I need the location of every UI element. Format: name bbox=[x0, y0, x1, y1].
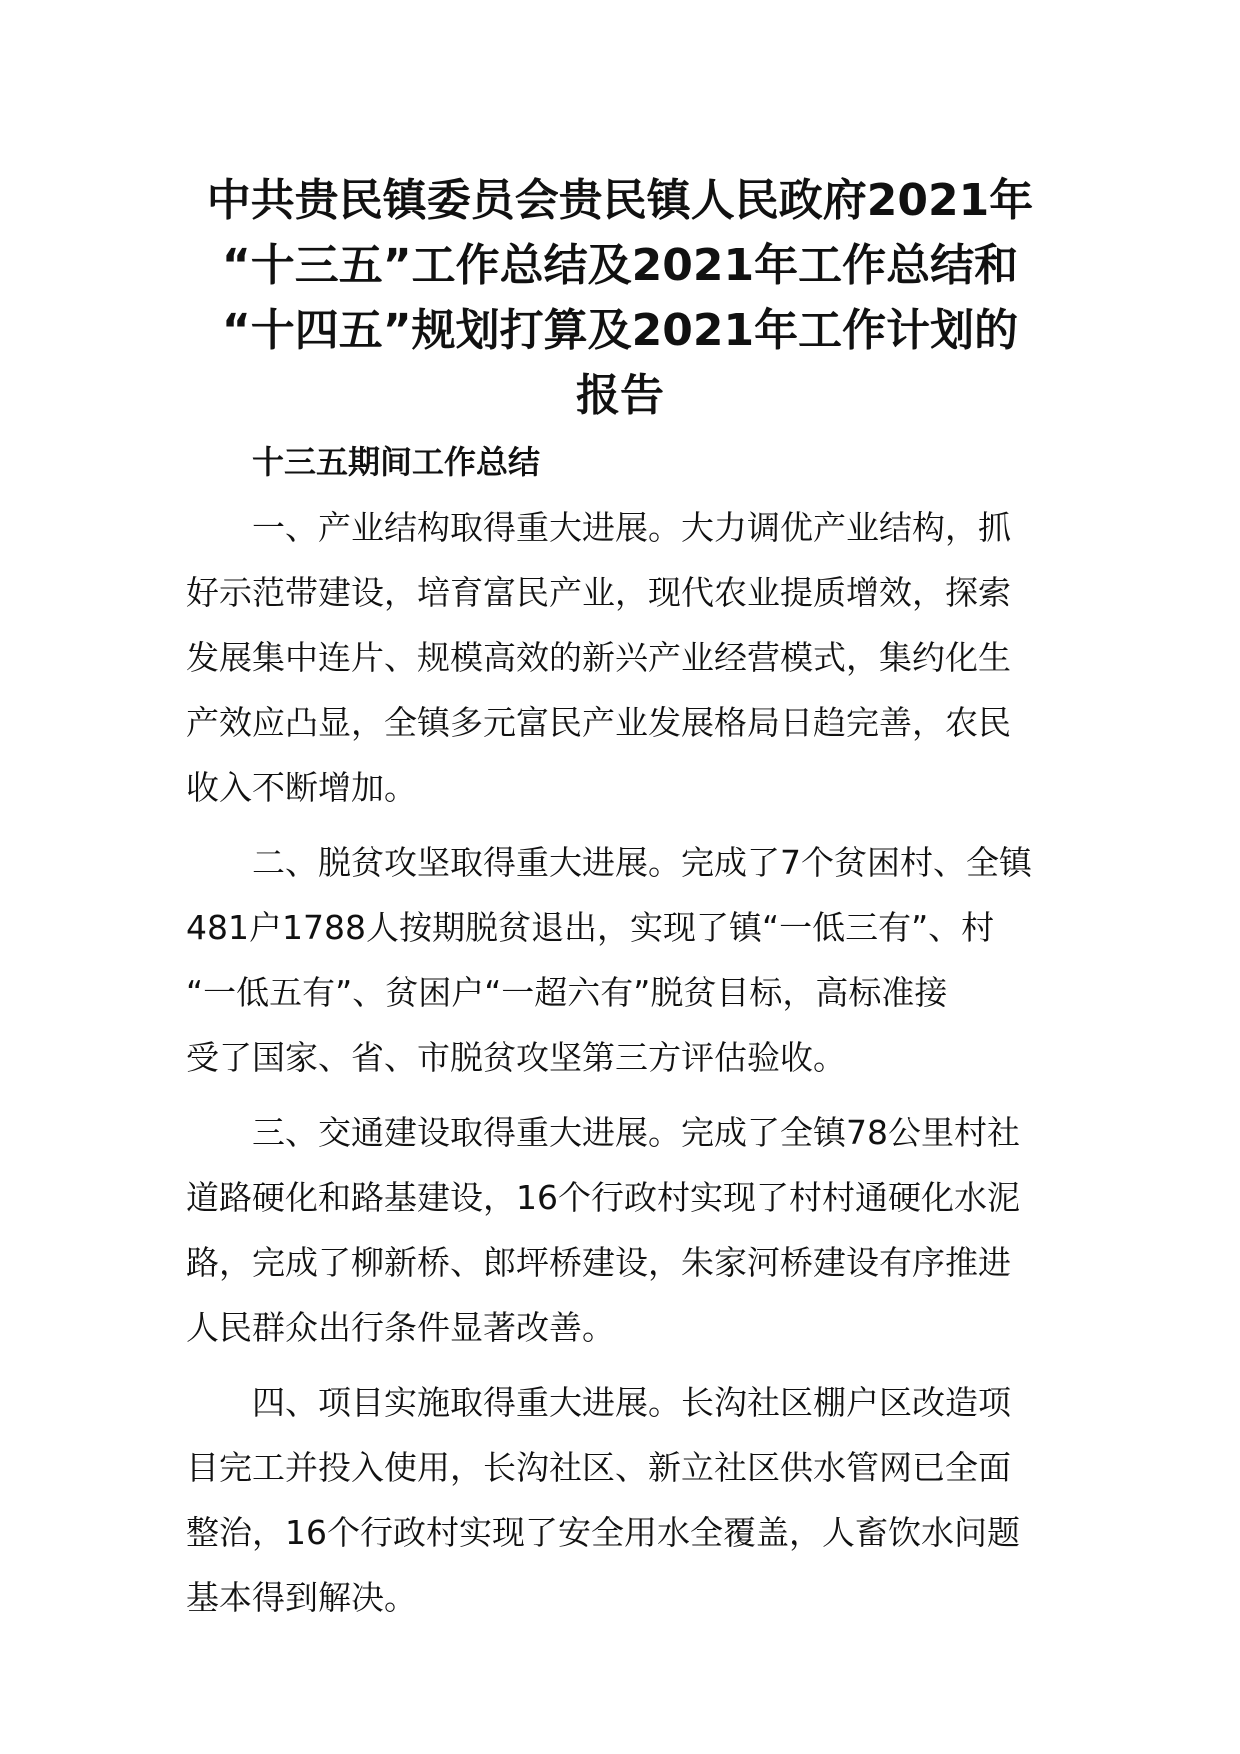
paragraph-poverty bbox=[186, 830, 1056, 1090]
paragraph-line: 一、产业结构取得重大进展。大力调优产业结构，抓 bbox=[252, 508, 1011, 547]
paragraph-projects bbox=[186, 1370, 1056, 1630]
paragraph-line: 发展集中连片、规模高效的新兴产业经营模式，集约化生 bbox=[186, 638, 1011, 677]
paragraph-line: 路，完成了柳新桥、郎坪桥建设，朱家河桥建设有序推进 bbox=[186, 1243, 1011, 1282]
paragraph-line: 产效应凸显，全镇多元富民产业发展格局日趋完善，农民 bbox=[186, 703, 1011, 742]
title-line: “十四五”规划打算及2021年工作计划的 bbox=[221, 305, 1019, 356]
paragraph-line: “一低五有”、贫困户“一超六有”脱贫目标，高标准接 bbox=[186, 973, 948, 1012]
paragraph-line: 二、脱贫攻坚取得重大进展。完成了7个贫困村、全镇 bbox=[252, 843, 1032, 882]
paragraph-line: 481户1788人按期脱贫退出，实现了镇“一低三有”、村 bbox=[186, 908, 995, 947]
paragraph-line: 四、项目实施取得重大进展。长沟社区棚户区改造项 bbox=[252, 1383, 1011, 1422]
paragraph-line: 受了国家、省、市脱贫攻坚第三方评估验收。 bbox=[186, 1038, 846, 1077]
title-line: 中共贵民镇委员会贵民镇人民政府2021年 bbox=[206, 175, 1034, 226]
paragraph-industry bbox=[186, 495, 1056, 820]
section-heading: 十三五期间工作总结 bbox=[252, 443, 541, 481]
title-line: 报告 bbox=[576, 370, 664, 421]
paragraph-line: 收入不断增加。 bbox=[186, 768, 417, 807]
paragraph-line: 道路硬化和路基建设，16个行政村实现了村村通硬化水泥 bbox=[186, 1178, 1020, 1217]
document-title bbox=[180, 168, 1060, 428]
title-line: “十三五”工作总结及2021年工作总结和 bbox=[221, 240, 1019, 291]
body-text bbox=[186, 495, 1056, 1640]
paragraph-line: 人民群众出行条件显著改善。 bbox=[186, 1308, 615, 1347]
paragraph-line: 整治，16个行政村实现了安全用水全覆盖，人畜饮水问题 bbox=[186, 1513, 1020, 1552]
paragraph-line: 三、交通建设取得重大进展。完成了全镇78公里村社 bbox=[252, 1113, 1020, 1152]
paragraph-transport bbox=[186, 1100, 1056, 1360]
paragraph-line: 基本得到解决。 bbox=[186, 1578, 417, 1617]
paragraph-line: 目完工并投入使用，长沟社区、新立社区供水管网已全面 bbox=[186, 1448, 1011, 1487]
paragraph-line: 好示范带建设，培育富民产业，现代农业提质增效，探索 bbox=[186, 573, 1011, 612]
